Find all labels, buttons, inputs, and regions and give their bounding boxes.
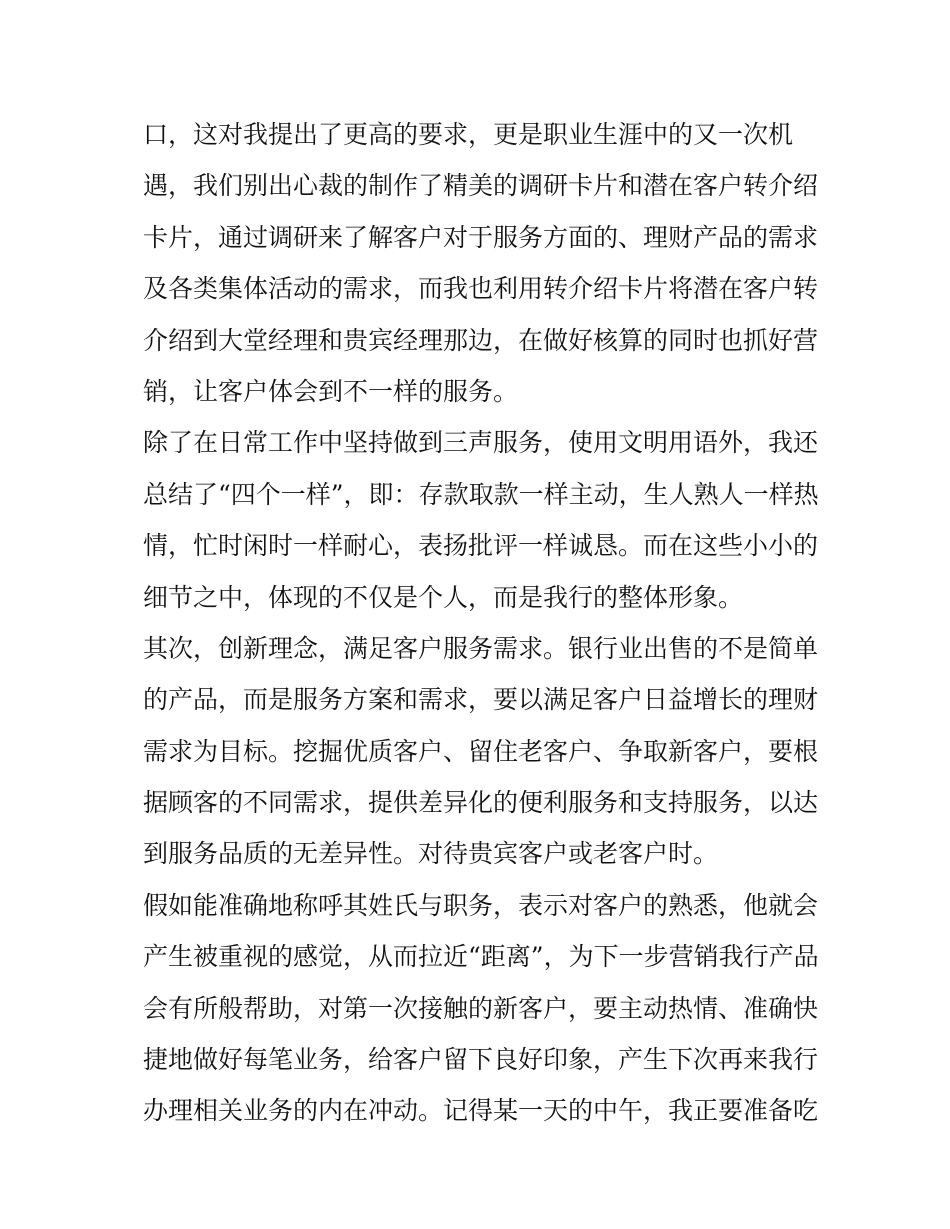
- text-line: 的产品，而是服务方案和需求，要以满足客户日益增长的理财: [143, 685, 819, 715]
- text-line: 口，这对我提出了更高的要求，更是职业生涯中的又一次机: [143, 120, 794, 149]
- text-line: 其次，创新理念，满足客户服务需求。银行业出售的不是简单: [143, 633, 819, 663]
- text-line: 产生被重视的感觉，从而拉近“距离”，为下一步营销我行产品: [143, 942, 819, 972]
- text-line: 介绍到大堂经理和贵宾经理那边，在做好核算的同时也抓好营: [143, 325, 819, 355]
- text-line: 捷地做好每笔业务，给客户留下良好印象，产生下次再来我行: [143, 1045, 819, 1075]
- text-line: 会有所般帮助，对第一次接触的新客户，要主动热情、准确快: [143, 993, 819, 1023]
- text-line: 假如能准确地称呼其姓氏与职务，表示对客户的熟悉，他就会: [143, 890, 819, 920]
- text-line: 卡片，通过调研来了解客户对于服务方面的、理财产品的需求: [143, 222, 819, 252]
- text-line: 据顾客的不同需求，提供差异化的便利服务和支持服务，以达: [143, 788, 819, 818]
- text-line: 除了在日常工作中坚持做到三声服务，使用文明用语外，我还: [143, 428, 819, 458]
- text-line: 细节之中，体现的不仅是个人，而是我行的整体形象。: [143, 582, 744, 612]
- text-line: 办理相关业务的内在冲动。记得某一天的中午，我正要准备吃: [143, 1096, 819, 1126]
- text-line: 情，忙时闲时一样耐心，表扬批评一样诚恳。而在这些小小的: [143, 531, 819, 561]
- text-line: 需求为目标。挖掘优质客户、留住老客户、争取新客户，要根: [143, 736, 819, 766]
- text-line: 及各类集体活动的需求，而我也利用转介绍卡片将潜在客户转: [143, 274, 819, 304]
- text-line: 销，让客户体会到不一样的服务。: [143, 376, 519, 406]
- body-text: [143, 109, 823, 1137]
- text-line: 遇，我们别出心裁的制作了精美的调研卡片和潜在客户转介绍: [143, 171, 819, 201]
- text-line: 到服务品质的无差异性。对待贵宾客户或老客户时。: [143, 839, 719, 869]
- text-line: 总结了“四个一样”，即：存款取款一样主动，生人熟人一样热: [143, 479, 819, 509]
